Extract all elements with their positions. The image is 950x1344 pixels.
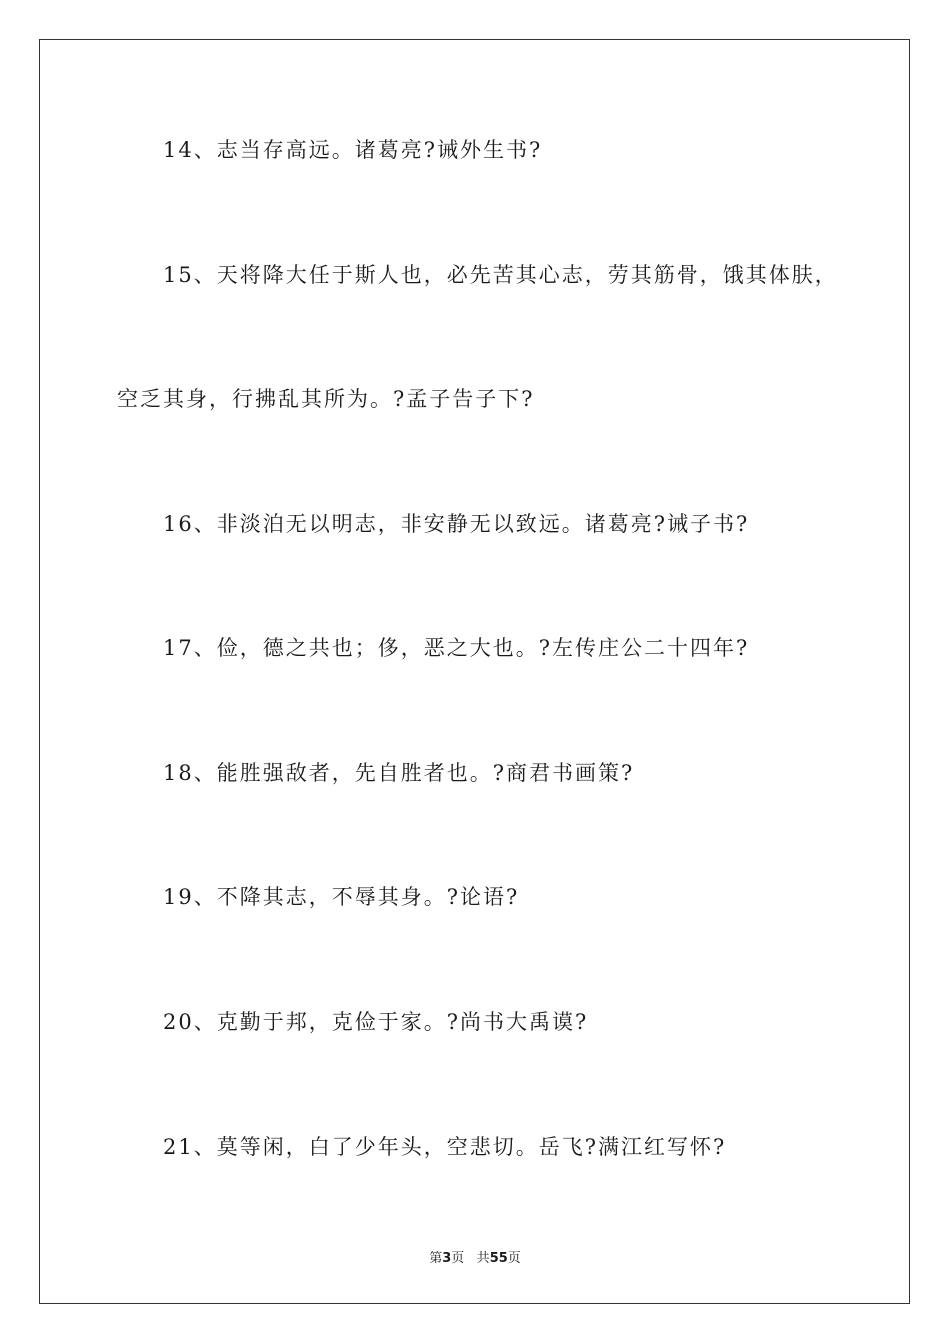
footer-page-suffix: 页 xyxy=(451,1251,465,1266)
quote-line-14: 14、志当存高远。诸葛亮?诫外生书? xyxy=(163,138,543,162)
footer-total-prefix: 共 xyxy=(476,1251,490,1266)
quote-line-20: 20、克勤于邦，克俭于家。?尚书大禹谟? xyxy=(163,1010,589,1034)
page-footer xyxy=(0,1247,950,1266)
footer-prefix: 第 xyxy=(429,1251,443,1266)
current-page-number: 3 xyxy=(442,1251,452,1266)
page-border xyxy=(39,39,910,1304)
footer-total-suffix: 页 xyxy=(507,1251,521,1266)
quote-line-21: 21、莫等闲，白了少年头，空悲切。岳飞?满江红写怀? xyxy=(163,1135,727,1159)
quote-line-18: 18、能胜强敌者，先自胜者也。?商君书画策? xyxy=(163,761,635,785)
quote-line-19: 19、不降其志，不辱其身。?论语? xyxy=(163,885,520,909)
total-page-count: 55 xyxy=(489,1251,508,1266)
quote-line-15-continued: 空乏其身，行拂乱其所为。?孟子告子下? xyxy=(117,387,535,411)
quote-line-17: 17、俭，德之共也；侈，恶之大也。?左传庄公二十四年? xyxy=(163,636,750,660)
quote-line-15: 15、天将降大任于斯人也，必先苦其心志，劳其筋骨，饿其体肤， xyxy=(163,263,838,287)
quote-line-16: 16、非淡泊无以明志，非安静无以致远。诸葛亮?诫子书? xyxy=(163,512,750,536)
